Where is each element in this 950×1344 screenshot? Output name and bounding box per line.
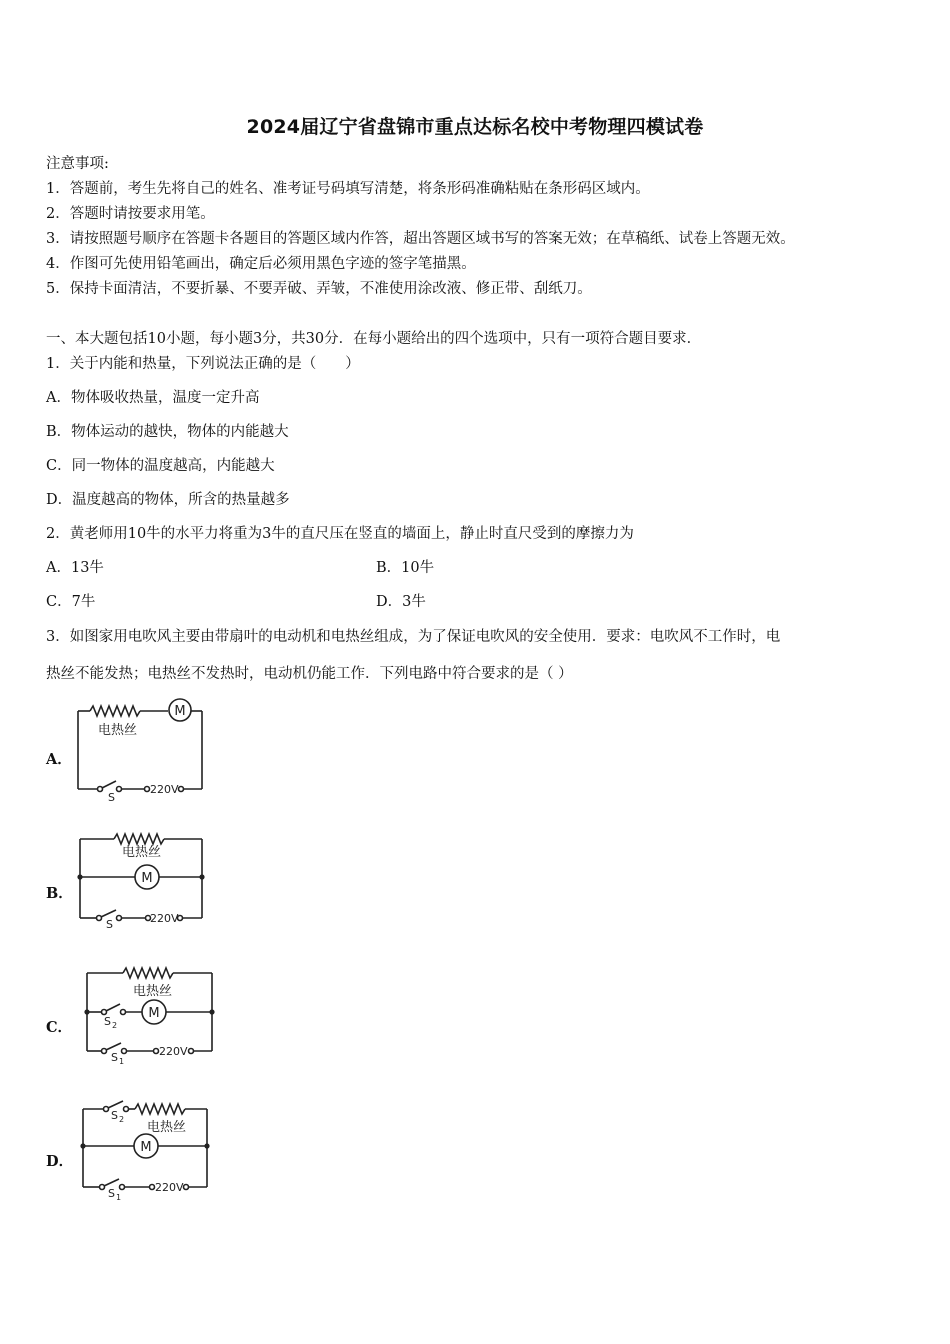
switch-1-label: S [111,1051,118,1064]
voltage-label: 220V [155,1181,184,1194]
motor-label: M [141,871,153,886]
q3-option-b-label: B． [46,885,73,902]
notice-item-4: 4．作图可先使用铅笔画出，确定后必须用黑色字迹的签字笔描黑。 [46,256,476,272]
q1-option-c: C．同一物体的温度越高，内能越大 [46,458,275,474]
switch-2-subscript: 2 [112,1021,118,1030]
heater-label: 电热丝 [98,723,138,738]
notice-item-1: 1．答题前，考生先将自己的姓名、准考证号码填写清楚，将条形码准确粘贴在条形码区域内。 [46,181,650,197]
q1-stem: 1．关于内能和热量，下列说法正确的是（ ） [46,356,360,372]
q1-option-a: A．物体吸收热量，温度一定升高 [46,390,260,406]
q3-stem-line1: 3．如图家用电吹风主要由带扇叶的电动机和电热丝组成，为了保证电吹风的安全使用．要求：电吹风不工作时，电 [46,629,781,645]
notice-item-3: 3．请按照题号顺序在答题卡各题目的答题区域内作答，超出答题区域书写的答案无效；在草稿纸、试卷上答题无效。 [46,231,795,247]
circuit-a [70,694,210,802]
q3-option-d-label: D． [46,1153,74,1170]
q1-option-d: D．温度越高的物体，所含的热量越多 [46,492,290,508]
voltage-label: 220V [150,783,179,796]
exam-title: 2024届辽宁省盘锦市重点达标名校中考物理四模试卷 [246,116,704,138]
switch-2-label: S [111,1109,118,1122]
q2-option-a: A．13牛 [46,560,104,576]
notice-item-2: 2．答题时请按要求用笔。 [46,206,215,222]
circuit-c [75,963,220,1067]
switch-2-label: S [104,1015,111,1028]
motor-label: M [140,1140,152,1155]
notice-heading: 注意事项: [46,156,109,172]
q3-option-a-label: A． [46,751,72,768]
switch-label: S [106,918,113,931]
circuit-b [70,830,210,930]
q2-option-c: C．7牛 [46,594,96,610]
notice-item-5: 5．保持卡面清洁，不要折暴、不要弄破、弄皱，不准使用涂改液、修正带、刮纸刀。 [46,281,592,297]
section-1-heading: 一、本大题包括10小题，每小题3分，共30分．在每小题给出的四个选项中，只有一项符合题目要求． [46,331,702,347]
motor-label: M [174,704,186,719]
switch-1-subscript: 1 [116,1193,122,1202]
q3-option-c-label: C． [46,1019,73,1036]
circuit-d [75,1097,220,1201]
q2-option-b: B．10牛 [376,560,435,576]
voltage-label: 220V [159,1045,188,1058]
heater-label: 电热丝 [147,1120,187,1135]
switch-1-subscript: 1 [119,1057,125,1066]
heater-label: 电热丝 [133,984,173,999]
motor-label: M [148,1006,160,1021]
switch-label: S [108,791,115,804]
q2-stem: 2．黄老师用10牛的水平力将重为3牛的直尺压在竖直的墙面上，静止时直尺受到的摩擦力为 [46,526,634,542]
heater-label: 电热丝 [122,845,162,860]
q2-option-d: D．3牛 [376,594,426,610]
switch-2-subscript: 2 [119,1115,125,1124]
q3-stem-line2: 热丝不能发热；电热丝不发热时，电动机仍能工作．下列电路中符合要求的是（ ） [46,666,573,682]
q1-option-b: B．物体运动的越快，物体的内能越大 [46,424,289,440]
switch-1-label: S [108,1187,115,1200]
voltage-label: 220V [150,912,179,925]
